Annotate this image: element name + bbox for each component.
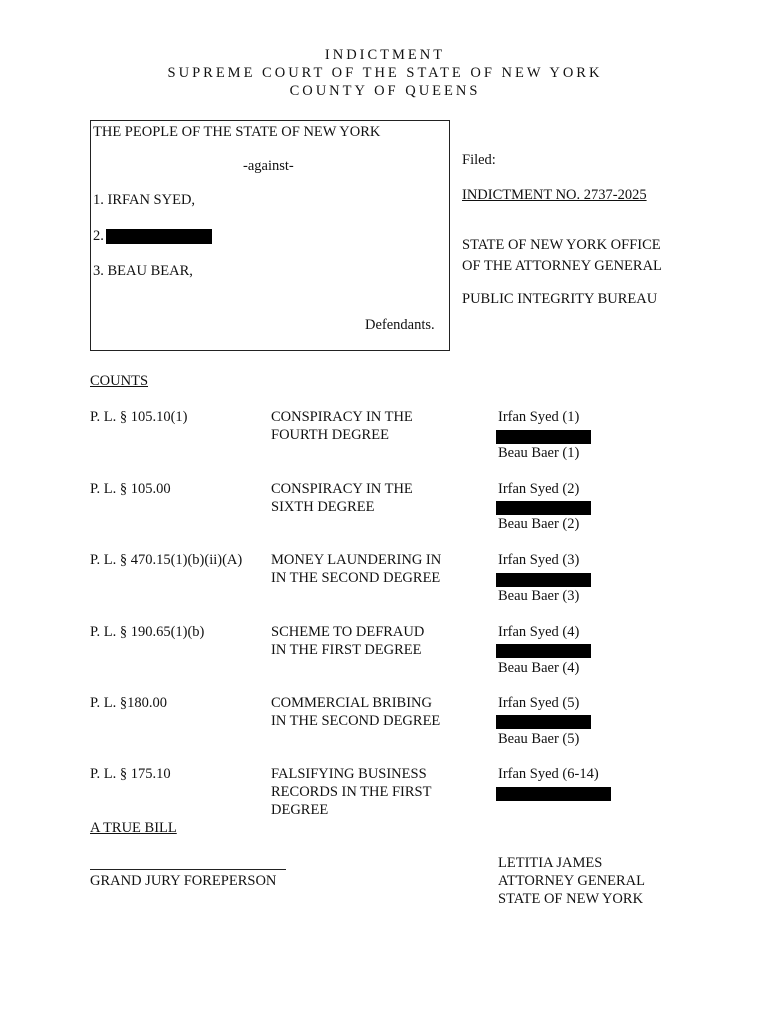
count-charge-line-2: FOURTH DEGREE: [271, 427, 389, 443]
against-line: -against-: [243, 158, 294, 174]
redaction-bar: [496, 715, 591, 729]
people-line: THE PEOPLE OF THE STATE OF NEW YORK: [93, 124, 381, 140]
bureau-name: PUBLIC INTEGRITY BUREAU: [462, 291, 658, 307]
count-charge-line-1: SCHEME TO DEFRAUD: [271, 624, 425, 640]
office-line-1: STATE OF NEW YORK OFFICE: [462, 237, 661, 253]
count-statute: P. L. §180.00: [90, 695, 167, 711]
redaction-bar-defendant-2: [106, 229, 212, 244]
defendant-2-number: 2.: [93, 228, 104, 244]
count-defendant-3: Beau Baer (4): [498, 660, 580, 676]
indictment-number: INDICTMENT NO. 2737-2025: [462, 187, 647, 203]
redaction-bar: [496, 644, 591, 658]
count-defendant-3: Beau Baer (3): [498, 588, 580, 604]
foreperson-signature-line: [90, 869, 286, 870]
court-name: SUPREME COURT OF THE STATE OF NEW YORK: [167, 65, 603, 81]
count-charge-line-1: CONSPIRACY IN THE: [271, 481, 413, 497]
count-defendant-3: Beau Baer (1): [498, 445, 580, 461]
count-statute: P. L. § 190.65(1)(b): [90, 624, 205, 640]
count-defendant-1: Irfan Syed (1): [498, 409, 580, 425]
signatory-title: ATTORNEY GENERAL: [498, 873, 646, 889]
count-defendant-1: Irfan Syed (5): [498, 695, 580, 711]
true-bill-label: A TRUE BILL: [90, 820, 177, 836]
count-charge-line-3: DEGREE: [271, 802, 329, 818]
count-defendant-3: Beau Baer (5): [498, 731, 580, 747]
count-charge-line-2: IN THE FIRST DEGREE: [271, 642, 422, 658]
count-defendant-1: Irfan Syed (4): [498, 624, 580, 640]
count-charge-line-2: RECORDS IN THE FIRST: [271, 784, 432, 800]
document-title: INDICTMENT: [324, 47, 446, 63]
office-line-2: OF THE ATTORNEY GENERAL: [462, 258, 662, 274]
foreperson-label: GRAND JURY FOREPERSON: [90, 873, 277, 889]
count-statute: P. L. § 470.15(1)(b)(ii)(A): [90, 552, 243, 568]
defendants-label: Defendants.: [365, 317, 435, 333]
count-statute: P. L. § 105.00: [90, 481, 171, 497]
count-charge-line-2: IN THE SECOND DEGREE: [271, 570, 441, 586]
county-name: COUNTY OF QUEENS: [289, 83, 481, 99]
count-statute: P. L. § 105.10(1): [90, 409, 188, 425]
counts-heading: COUNTS: [90, 373, 149, 389]
filed-label: Filed:: [462, 152, 496, 168]
count-charge-line-1: MONEY LAUNDERING IN: [271, 552, 442, 568]
count-defendant-1: Irfan Syed (2): [498, 481, 580, 497]
redaction-bar: [496, 787, 611, 801]
defendant-3: 3. BEAU BEAR,: [93, 263, 193, 279]
count-defendant-1: Irfan Syed (6-14): [498, 766, 599, 782]
count-charge-line-1: CONSPIRACY IN THE: [271, 409, 413, 425]
count-statute: P. L. § 175.10: [90, 766, 171, 782]
defendant-1: 1. IRFAN SYED,: [93, 192, 196, 208]
count-defendant-3: Beau Baer (2): [498, 516, 580, 532]
redaction-bar: [496, 430, 591, 444]
redaction-bar: [496, 573, 591, 587]
redaction-bar: [496, 501, 591, 515]
signatory-name: LETITIA JAMES: [498, 855, 603, 871]
signatory-state: STATE OF NEW YORK: [498, 891, 644, 907]
count-charge-line-2: IN THE SECOND DEGREE: [271, 713, 441, 729]
count-charge-line-1: FALSIFYING BUSINESS: [271, 766, 427, 782]
count-charge-line-1: COMMERCIAL BRIBING: [271, 695, 432, 711]
count-charge-line-2: SIXTH DEGREE: [271, 499, 375, 515]
count-defendant-1: Irfan Syed (3): [498, 552, 580, 568]
